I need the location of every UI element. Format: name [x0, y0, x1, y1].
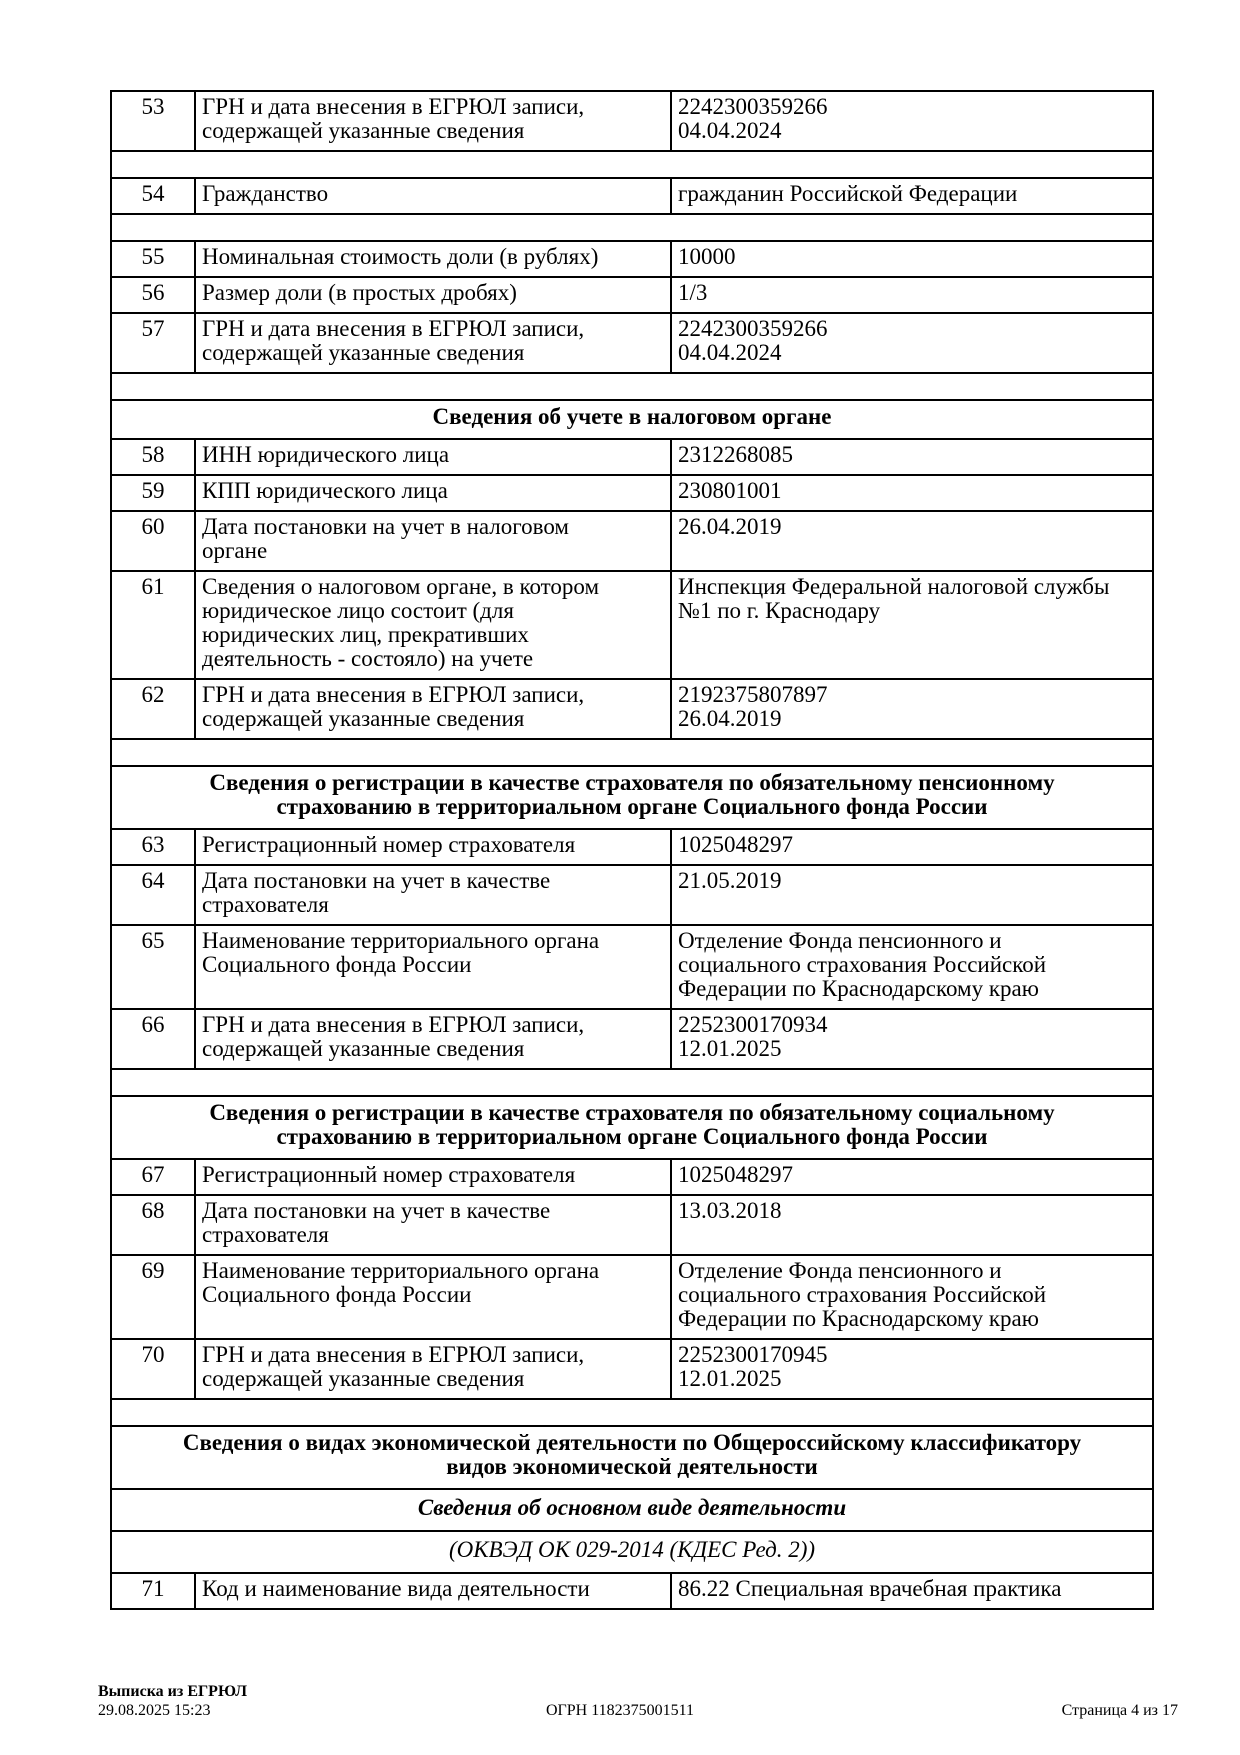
- row-number: 66: [111, 1009, 195, 1069]
- row-label-line: ГРН и дата внесения в ЕГРЮЛ записи,: [202, 1012, 585, 1037]
- row-value-line: Отделение Фонда пенсионного и: [678, 1258, 1002, 1283]
- section-header: [111, 1531, 1153, 1573]
- row-number: 65: [111, 925, 195, 1009]
- row-label-line: содержащей указанные сведения: [202, 118, 525, 143]
- section-header-row: [111, 1096, 1153, 1159]
- footer-page-number: Страница 4 из 17: [1061, 1702, 1178, 1719]
- table-row: [111, 1195, 1153, 1255]
- section-header-row: [111, 400, 1153, 439]
- row-value-line: 2242300359266: [678, 94, 828, 119]
- table-row: [111, 571, 1153, 679]
- table-row: [111, 313, 1153, 373]
- row-label: [195, 925, 671, 1009]
- row-label-line: юридических лиц, прекративших: [202, 622, 529, 647]
- row-value-line: 2312268085: [678, 442, 793, 467]
- row-label-line: страхователя: [202, 1222, 329, 1247]
- row-value-line: 12.01.2025: [678, 1366, 782, 1391]
- table-row: [111, 178, 1153, 214]
- row-label-line: ГРН и дата внесения в ЕГРЮЛ записи,: [202, 316, 585, 341]
- row-value: [671, 925, 1153, 1009]
- row-value-line: 26.04.2019: [678, 514, 782, 539]
- row-value-line: 1025048297: [678, 832, 793, 857]
- row-label: [195, 511, 671, 571]
- spacer-row: [111, 1069, 1153, 1096]
- row-value: [671, 511, 1153, 571]
- row-label-line: Номинальная стоимость доли (в рублях): [202, 244, 599, 269]
- table-row: [111, 1573, 1153, 1609]
- row-label: [195, 475, 671, 511]
- table-row: [111, 679, 1153, 739]
- row-value: [671, 829, 1153, 865]
- row-number: 71: [111, 1573, 195, 1609]
- row-label-line: содержащей указанные сведения: [202, 340, 525, 365]
- page-footer: [0, 1682, 1240, 1726]
- row-label: [195, 313, 671, 373]
- row-value-line: 1/3: [678, 280, 708, 305]
- row-number: 58: [111, 439, 195, 475]
- row-value-line: Федерации по Краснодарскому краю: [678, 1306, 1039, 1331]
- row-label-line: содержащей указанные сведения: [202, 1366, 525, 1391]
- row-label-line: Социального фонда России: [202, 1282, 472, 1307]
- row-value-line: Федерации по Краснодарскому краю: [678, 976, 1039, 1001]
- row-label: [195, 277, 671, 313]
- row-label-line: Размер доли (в простых дробях): [202, 280, 517, 305]
- spacer-row: [111, 739, 1153, 766]
- egrul-extract-table: [110, 90, 1154, 1610]
- table-row: [111, 439, 1153, 475]
- row-label-line: деятельность - состояло) на учете: [202, 646, 534, 671]
- table-row: [111, 511, 1153, 571]
- table-row: [111, 277, 1153, 313]
- row-label-line: Дата постановки на учет в налоговом: [202, 514, 569, 539]
- table-row: [111, 91, 1153, 151]
- row-number: 54: [111, 178, 195, 214]
- row-label-line: Наименование территориального органа: [202, 1258, 600, 1283]
- row-label-line: страхователя: [202, 892, 329, 917]
- table-row: [111, 1255, 1153, 1339]
- section-header-line: Сведения об основном виде деятельности: [417, 1495, 847, 1520]
- row-value-line: социального страхования Российской: [678, 952, 1047, 977]
- row-label-line: содержащей указанные сведения: [202, 706, 525, 731]
- row-value: [671, 1339, 1153, 1399]
- row-label: [195, 865, 671, 925]
- row-label: [195, 1195, 671, 1255]
- row-number: 70: [111, 1339, 195, 1399]
- row-value-line: 21.05.2019: [678, 868, 782, 893]
- row-value: [671, 313, 1153, 373]
- section-header: [111, 1426, 1153, 1489]
- row-label-line: ГРН и дата внесения в ЕГРЮЛ записи,: [202, 1342, 585, 1367]
- row-number: 62: [111, 679, 195, 739]
- table-row: [111, 241, 1153, 277]
- row-label: [195, 91, 671, 151]
- section-header-line: Сведения о регистрации в качестве страхователя по обязательному социальному: [209, 1100, 1055, 1125]
- row-label-line: Наименование территориального органа: [202, 928, 600, 953]
- section-header: [111, 1096, 1153, 1159]
- row-number: 64: [111, 865, 195, 925]
- row-value-line: №1 по г. Краснодару: [678, 598, 881, 623]
- row-label: [195, 439, 671, 475]
- row-label: [195, 1255, 671, 1339]
- row-label-line: Социального фонда России: [202, 952, 472, 977]
- row-value-line: 2192375807897: [678, 682, 828, 707]
- table-row: [111, 1339, 1153, 1399]
- spacer-cell: [111, 739, 1153, 766]
- row-value-line: 04.04.2024: [678, 118, 782, 143]
- table-row: [111, 829, 1153, 865]
- section-header-line: Сведения об учете в налоговом органе: [432, 404, 832, 429]
- row-value: [671, 865, 1153, 925]
- footer-ogrn: ОГРН 1182375001511: [545, 1702, 695, 1719]
- row-value: [671, 241, 1153, 277]
- section-header: [111, 1489, 1153, 1531]
- row-number: 55: [111, 241, 195, 277]
- spacer-cell: [111, 151, 1153, 178]
- row-label-line: ГРН и дата внесения в ЕГРЮЛ записи,: [202, 682, 585, 707]
- subsection-header-row: [111, 1531, 1153, 1573]
- row-value-line: 26.04.2019: [678, 706, 782, 731]
- footer-timestamp: 29.08.2025 15:23: [98, 1702, 211, 1719]
- row-number: 68: [111, 1195, 195, 1255]
- spacer-cell: [111, 1069, 1153, 1096]
- row-label: [195, 178, 671, 214]
- row-value-line: 2252300170945: [678, 1342, 828, 1367]
- row-label-line: ИНН юридического лица: [202, 442, 450, 467]
- spacer-cell: [111, 1399, 1153, 1426]
- row-value-line: 12.01.2025: [678, 1036, 782, 1061]
- row-number: 59: [111, 475, 195, 511]
- section-header-row: [111, 1426, 1153, 1489]
- table-row: [111, 865, 1153, 925]
- row-value: [671, 1255, 1153, 1339]
- section-header-row: [111, 766, 1153, 829]
- row-value-line: 2242300359266: [678, 316, 828, 341]
- row-label: [195, 829, 671, 865]
- row-value: [671, 475, 1153, 511]
- row-value-line: Инспекция Федеральной налоговой службы: [678, 574, 1110, 599]
- row-number: 53: [111, 91, 195, 151]
- row-value-line: 13.03.2018: [678, 1198, 782, 1223]
- row-value: [671, 277, 1153, 313]
- row-value-line: 04.04.2024: [678, 340, 782, 365]
- row-label: [195, 1009, 671, 1069]
- row-value: [671, 178, 1153, 214]
- row-label-line: Регистрационный номер страхователя: [202, 832, 576, 857]
- footer-doc-title: Выписка из ЕГРЮЛ: [98, 1683, 248, 1700]
- table-body: [111, 91, 1153, 1609]
- section-header-line: страхованию в территориальном органе Социального фонда России: [276, 1124, 988, 1149]
- section-header: [111, 400, 1153, 439]
- row-label: [195, 1339, 671, 1399]
- row-value: [671, 91, 1153, 151]
- row-label: [195, 571, 671, 679]
- row-label-line: юридическое лицо состоит (для: [202, 598, 514, 623]
- row-number: 67: [111, 1159, 195, 1195]
- row-value-line: гражданин Российской Федерации: [678, 181, 1018, 206]
- row-number: 60: [111, 511, 195, 571]
- row-number: 61: [111, 571, 195, 679]
- row-label: [195, 241, 671, 277]
- row-label: [195, 679, 671, 739]
- row-value: [671, 679, 1153, 739]
- row-label-line: содержащей указанные сведения: [202, 1036, 525, 1061]
- row-value: [671, 1159, 1153, 1195]
- row-value: [671, 439, 1153, 475]
- row-label-line: органе: [202, 538, 268, 563]
- row-number: 57: [111, 313, 195, 373]
- row-number: 63: [111, 829, 195, 865]
- subsection-header-row: [111, 1489, 1153, 1531]
- row-value-line: 230801001: [678, 478, 782, 503]
- row-value: [671, 1195, 1153, 1255]
- row-number: 56: [111, 277, 195, 313]
- section-header-line: Сведения о видах экономической деятельности по Общероссийскому классификатору: [182, 1430, 1082, 1455]
- row-value: [671, 571, 1153, 679]
- spacer-row: [111, 214, 1153, 241]
- section-header-line: (ОКВЭД ОК 029-2014 (КДЕС Ред. 2)): [448, 1537, 816, 1562]
- row-label-line: КПП юридического лица: [202, 478, 448, 503]
- row-label-line: ГРН и дата внесения в ЕГРЮЛ записи,: [202, 94, 585, 119]
- table-row: [111, 925, 1153, 1009]
- row-label-line: Сведения о налоговом органе, в котором: [202, 574, 600, 599]
- row-value-line: 2252300170934: [678, 1012, 828, 1037]
- row-value-line: 86.22 Специальная врачебная практика: [678, 1576, 1062, 1601]
- row-value: [671, 1573, 1153, 1609]
- row-value-line: Отделение Фонда пенсионного и: [678, 928, 1002, 953]
- row-label-line: Гражданство: [202, 181, 329, 206]
- spacer-row: [111, 1399, 1153, 1426]
- section-header-line: страхованию в территориальном органе Социального фонда России: [276, 794, 988, 819]
- row-label-line: Дата постановки на учет в качестве: [202, 1198, 551, 1223]
- row-label-line: Код и наименование вида деятельности: [202, 1576, 590, 1601]
- spacer-row: [111, 151, 1153, 178]
- row-value: [671, 1009, 1153, 1069]
- row-value-line: 1025048297: [678, 1162, 793, 1187]
- row-label: [195, 1573, 671, 1609]
- table-row: [111, 1009, 1153, 1069]
- section-header-line: видов экономической деятельности: [446, 1454, 818, 1479]
- row-value-line: социального страхования Российской: [678, 1282, 1047, 1307]
- section-header-line: Сведения о регистрации в качестве страхователя по обязательному пенсионному: [209, 770, 1055, 795]
- row-value-line: 10000: [678, 244, 736, 269]
- table-row: [111, 1159, 1153, 1195]
- row-number: 69: [111, 1255, 195, 1339]
- section-header: [111, 766, 1153, 829]
- spacer-row: [111, 373, 1153, 400]
- row-label: [195, 1159, 671, 1195]
- spacer-cell: [111, 214, 1153, 241]
- spacer-cell: [111, 373, 1153, 400]
- table-row: [111, 475, 1153, 511]
- row-label-line: Регистрационный номер страхователя: [202, 1162, 576, 1187]
- row-label-line: Дата постановки на учет в качестве: [202, 868, 551, 893]
